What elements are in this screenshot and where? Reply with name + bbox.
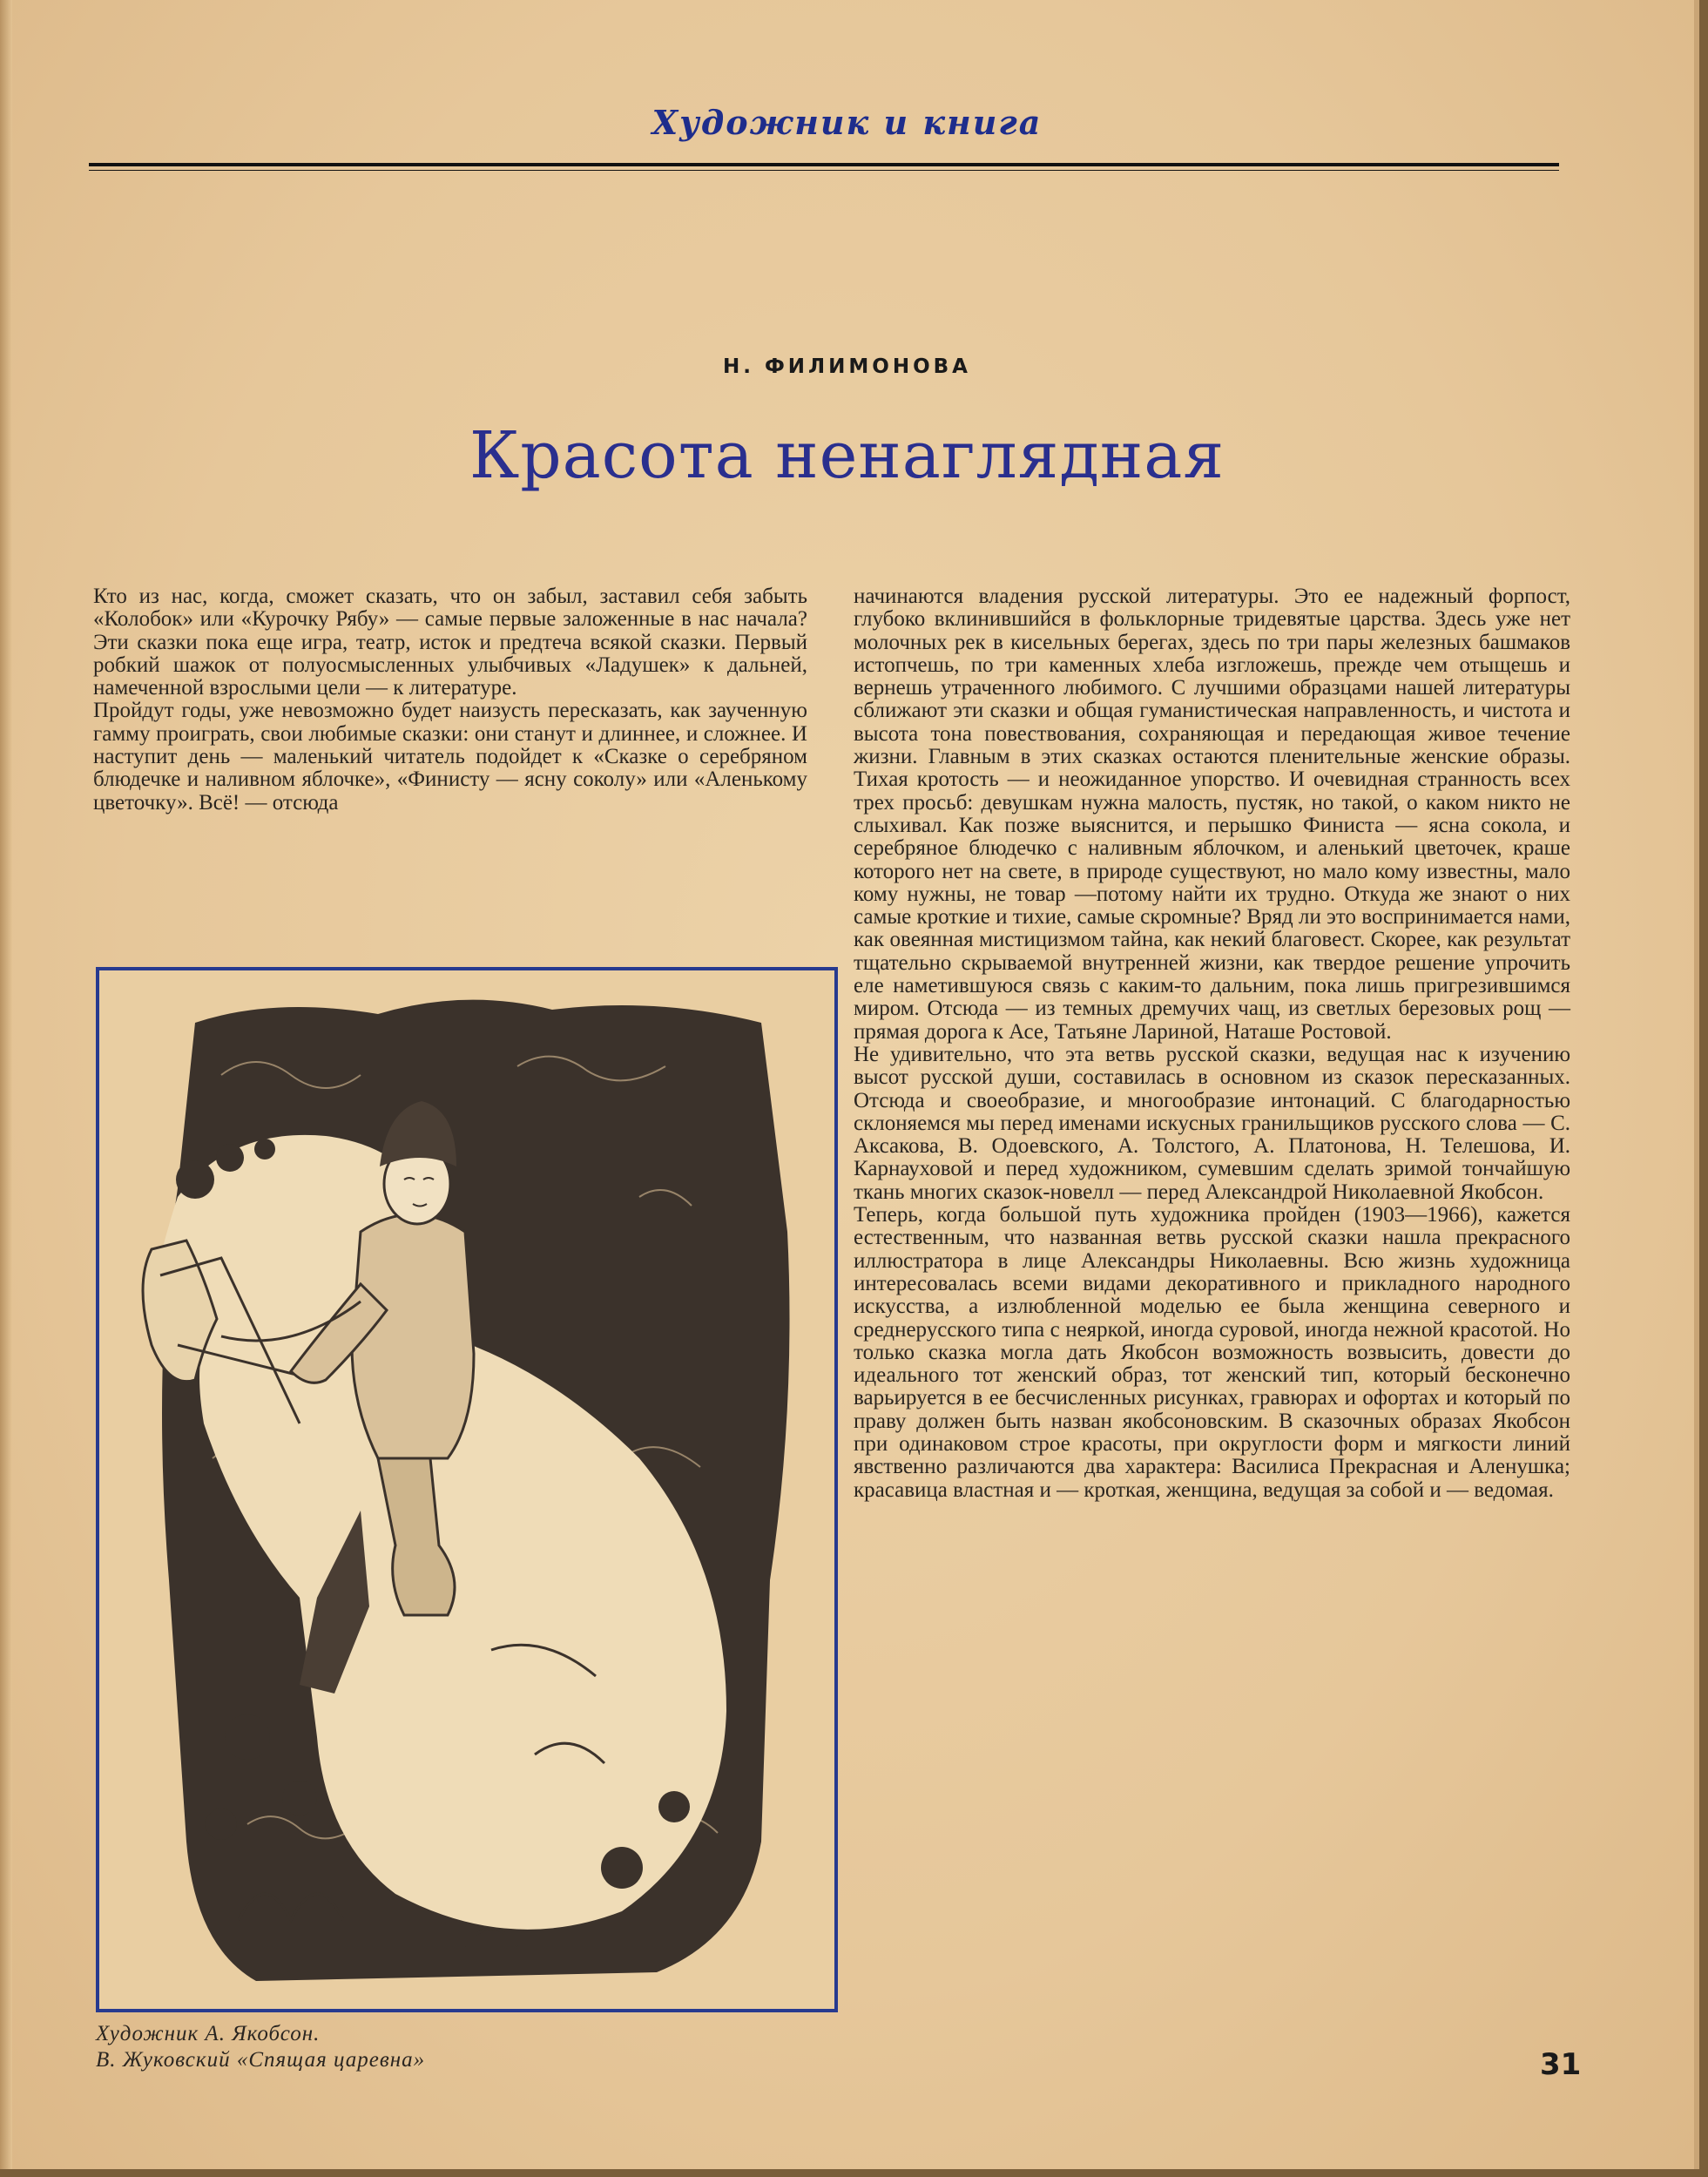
illustration-caption <box>96 2021 425 2073</box>
text-column-left <box>93 585 807 815</box>
paragraph: Теперь, когда большой путь художника пройден (1903—1966), кажется естественным, что названная ветвь русской сказки нашла прекрасного иллюстратора в лице Александры Николаевны. Всю жизнь художница интересовалась всеми видами декоративного и прикладного народного искусства, а излюбленной моделью ее была женщина северного и среднерусского типа с неяркой, иногда суровой, иногда нежной красотой. Но только сказка могла дать Якобсон возможность возвысить, довести до идеального тот женский образ, тот женский тип, который бесконечно варьируется в ее бесчисленных рисунках, гравюрах и офортах и который по праву должен быть назван якобсоновским. В сказочных образах Якобсон при одинаковом строе красоты, при округлости форм и мягкости линий явственно различаются два характера: Василиса Прекрасная и Аленушка; красавица властная и — кроткая, женщина, ведущая за собой и — ведомая. <box>854 1203 1570 1502</box>
paragraph: начинаются владения русской литературы. Это ее надежный форпост, глубоко вклинившийся в фольклорные тридевятые царства. Здесь уже нет молочных рек в кисельных берегах, здесь по три пары железных башмаков истопчешь, по три каменных хлеба изгложешь, прежде чем отыщешь и вернешь утраченного любимого. С лучшими образцами нашей литературы сближают эти сказки и общая гуманистическая направленность, и чистота и высота тона повествования, сохраняющая и передающая живое течение жизни. Главным в этих сказках остаются пленительные женские образы. Тихая кротость — и неожиданное упорство. И очевидная странность всех трех просьб: девушкам нужна малость, пустяк, но такой, о каком никто не слыхивал. Как позже выяснится, и перышко Финиста — ясна сокола, и серебряное блюдечко с наливным яблочком, и аленький цветочек, краше которого нет на свете, в природе существуют, но мало кому известны, мало кому нужны, не товар —потому найти их трудно. Откуда же знают о них самые кроткие и тихие, самые скромные? Вряд ли это воспринимается нами, как овеянная мистицизмом тайна, как некий благовест. Скорее, как результат тщательно скрываемой внутренней жизни, как твердое решение упрочить еле наметившуюся связь с каким-то дальним, пока лишь пригрезившимся миром. Отсюда — из темных дремучих чащ, из светлых березовых рощ — прямая дорога к Асе, Татьяне Лариной, Наташе Ростовой. <box>854 585 1570 1044</box>
illustration-rider-on-horse <box>99 970 834 2009</box>
section-header: Художник и книга <box>651 103 1043 142</box>
caption-work: В. Жуковский «Спящая царевна» <box>96 2048 426 2072</box>
paragraph: Пройдут годы, уже невозможно будет наизусть пересказать, как заученную гамму проиграть, свои любимые сказки: они станут и длиннее, и сложнее. И наступит день — маленький читатель подойдет к «Сказке о серебряном блюдечке и наливном яблочке», «Финисту — ясну соколу» или «Аленькому цветочку». Всё! — отсюда <box>93 699 807 815</box>
paragraph: Кто из нас, когда, сможет сказать, что он забыл, заставил себя забыть «Колобок» или «Курочку Рябу» — самые первые заложенные в нас начала? Эти сказки пока еще игра, театр, исток и предтеча всякой сказки. Первый робкий шажок от полуосмысленных улыбчивых «Ладушек» к дальней, намеченной взрослыми цели — к литературе. <box>93 585 807 700</box>
caption-artist: Художник А. Якобсон. <box>96 2022 321 2045</box>
illustration-frame <box>96 967 838 2012</box>
page-number: 31 <box>1540 2047 1582 2082</box>
header-rule-thick <box>89 163 1559 166</box>
page-spine-shadow <box>0 0 12 2169</box>
paragraph: Не удивительно, что эта ветвь русской сказки, ведущая нас к изучению высот русской души, составилась в основном из сказок пересказанных. Отсюда и своеобразие, и многообразие интонаций. С благодарностью склоняемся мы перед именами искусных гранильщиков русского слова — С. Аксакова, В. Одоевского, А. Толстого, А. Платонова, Н. Телешова, И. Карнауховой и перед художником, сумевшим сделать зримой тончайшую ткань многих сказок-новелл — перед Александрой Николаевной Якобсон. <box>854 1042 1570 1204</box>
article-author: Н. ФИЛИМОНОВА <box>723 355 971 378</box>
text-column-right <box>854 585 1570 1502</box>
header-rule-thin <box>89 170 1559 171</box>
article-title: Красота ненаглядная <box>469 418 1225 493</box>
